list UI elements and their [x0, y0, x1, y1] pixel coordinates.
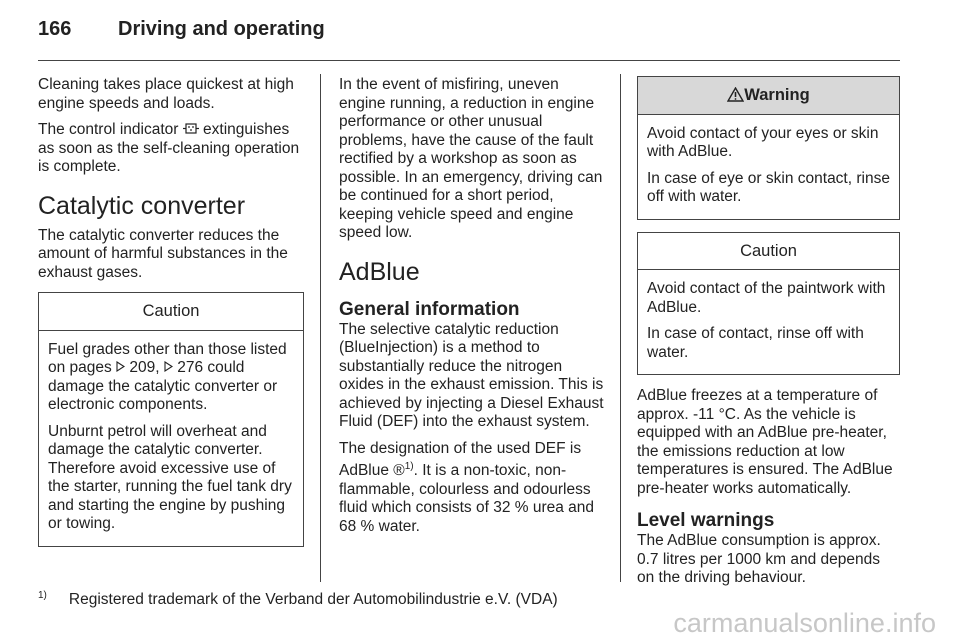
control-indicator-text: The control indicator extinguishes as soon as the self-cleaning operation is complete.	[38, 121, 300, 175]
consumption-text: The AdBlue consumption is approx. 0.7 litres per 1000 km and depends on the driving behaviour.	[637, 532, 881, 586]
footnote	[38, 590, 558, 609]
caution-title: Caution	[638, 233, 899, 271]
column-3	[637, 66, 900, 596]
caution-box-paint	[637, 232, 900, 376]
misfiring-text: In the event of misfiring, uneven engine running, a reduction in engine performance or other unusual problems, have the cause of the fault rectified by a workshop as soon as possible. In an emergency, driving can be continued for a short period, keeping vehicle speed and engine speed low.	[339, 76, 603, 241]
catalytic-converter-heading: Catalytic converter	[38, 191, 246, 220]
catalytic-converter-text: The catalytic converter reduces the amount of harmful substances in the exhaust gases.	[38, 226, 288, 281]
column-1	[38, 76, 304, 547]
warning-contact-text: Avoid contact of your eyes or skin with AdBlue.	[647, 124, 879, 160]
footnote-marker: 1)	[38, 590, 47, 601]
caution-title: Caution	[39, 293, 303, 331]
column-divider-1	[320, 74, 321, 582]
page-ref-arrow-icon	[116, 361, 125, 372]
caution-box-fuel	[38, 292, 304, 547]
warning-box	[637, 76, 900, 220]
caution-petrol-text: Unburnt petrol will overheat and damage the catalytic converter. Therefore avoid excessive use of the starter, running the fuel tank dry and starting the engine by pushing or towing.	[48, 422, 292, 532]
scr-text: The selective catalytic reduction (BlueInjection) is a method to substantially reduce the nitrogen oxides in the exhaust emission. This is achieved by injecting a Diesel Exhaust Fluid (DEF) into the exhaust system.	[339, 320, 604, 430]
page-number: 166	[38, 18, 72, 40]
caution-fuel-text: Fuel grades other than those listed on pages 209, 276 could damage the catalytic converter or electronic components.	[48, 340, 287, 413]
page-ref-209[interactable]: 209,	[129, 359, 164, 376]
footnote-text: Registered trademark of the Verband der Automobilindustrie e.V. (VDA)	[68, 591, 558, 608]
page-ref-276[interactable]: 276 could damage the catalytic converter or electronic components.	[48, 359, 278, 413]
page-ref-arrow-icon	[164, 361, 173, 372]
caution-rinse-text: In case of contact, rinse off with water.	[647, 325, 864, 361]
particle-filter-icon	[183, 122, 199, 135]
section-title: Driving and operating	[118, 18, 325, 40]
level-warnings-heading: Level warnings	[637, 510, 775, 531]
header-divider	[38, 60, 900, 61]
footnote-ref[interactable]: 1)	[404, 461, 414, 472]
warning-triangle-icon	[727, 87, 744, 102]
page-header	[38, 18, 325, 41]
watermark: carmanualsonline.info	[673, 608, 936, 638]
column-2	[339, 76, 605, 544]
adblue-heading: AdBlue	[339, 257, 420, 286]
column-divider-2	[620, 74, 621, 582]
cleaning-text: Cleaning takes place quickest at high engine speeds and loads.	[38, 76, 294, 112]
def-designation-text: The designation of the used DEF is AdBlue ®$^{1)}$. It is a non-toxic, non-flammable, colourless and odourless fluid which consists of 32 % urea and 68 % water.	[339, 439, 595, 535]
warning-title: Warning	[638, 77, 899, 115]
adblue-freeze-text: AdBlue freezes at a temperature of approx. -11 °C. As the vehicle is equipped with an AdBlue pre-heater, the emissions reduction at low temperatures is ensured. The AdBlue pre-heater works automatically.	[637, 387, 893, 497]
caution-paint-text: Avoid contact of the paintwork with AdBlue.	[647, 280, 886, 316]
warning-rinse-text: In case of eye or skin contact, rinse off with water.	[647, 169, 890, 205]
general-information-heading: General information	[339, 298, 520, 320]
